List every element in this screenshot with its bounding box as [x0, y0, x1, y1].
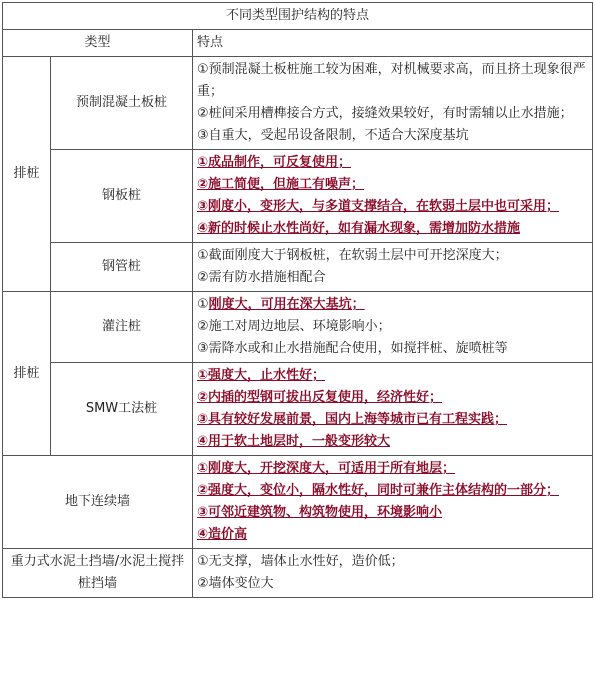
- feature-line: ④造价高: [197, 527, 248, 542]
- feature-line: ④新的时候止水性尚好，如有漏水现象，需增加防水措施: [197, 221, 521, 236]
- feature-line: ②施工简便，但施工有噪声；: [197, 177, 365, 192]
- feature-line: ④用于软土地层时，一般变形较大: [197, 434, 391, 449]
- type-name: 灌注桩: [51, 292, 193, 363]
- group-label-2: 排桩: [3, 292, 51, 456]
- feature-line: ③需降水或和止水措施配合使用，如搅拌桩、旋喷桩等: [197, 341, 508, 356]
- type-name: 预制混凝土板桩: [51, 57, 193, 150]
- type-name: 钢管桩: [51, 243, 193, 292]
- type-name: SMW工法桩: [51, 363, 193, 456]
- features-cell: [193, 150, 593, 243]
- header-features: 特点: [193, 30, 593, 57]
- table-row: [3, 456, 593, 549]
- features-cell: [193, 549, 593, 598]
- feature-line: ③可邻近建筑物、构筑物使用，环境影响小: [197, 505, 443, 520]
- type-name: 地下连续墙: [3, 456, 193, 549]
- feature-line: ③具有较好发展前景，国内上海等城市已有工程实践；: [197, 412, 508, 427]
- feature-line: [197, 294, 588, 316]
- features-cell: [193, 292, 593, 363]
- feature-line-prefix: ①: [197, 297, 209, 312]
- feature-line: ②内插的型钢可拔出反复使用，经济性好；: [197, 390, 443, 405]
- table-row: [3, 150, 593, 243]
- feature-line: ①预制混凝土板桩施工较为困难，对机械要求高，而且挤土现象很严重；: [197, 62, 586, 99]
- feature-line: ②墙体变位大: [197, 576, 274, 591]
- feature-highlight: 刚度大，可用在深大基坑；: [208, 297, 365, 312]
- type-name: 重力式水泥土挡墙/水泥土搅拌桩挡墙: [3, 549, 193, 598]
- table-row: [3, 243, 593, 292]
- features-cell: [193, 363, 593, 456]
- table-row: [3, 549, 593, 598]
- feature-line: ②强度大，变位小，隔水性好，同时可兼作主体结构的一部分；: [197, 483, 560, 498]
- feature-line: ①强度大，止水性好；: [197, 368, 326, 383]
- table-row: [3, 363, 593, 456]
- feature-line: ②桩间采用槽榫接合方式，接缝效果较好，有时需辅以止水措施；: [197, 106, 573, 121]
- retaining-structure-table: [2, 2, 593, 598]
- header-row: [3, 30, 593, 57]
- feature-line: ③自重大，受起吊设备限制，不适合大深度基坑: [197, 128, 469, 143]
- title-row: [3, 3, 593, 30]
- table-title: 不同类型围护结构的特点: [3, 3, 593, 30]
- feature-line: ①无支撑，墙体止水性好，造价低；: [197, 554, 404, 569]
- group-label-1: 排桩: [3, 57, 51, 292]
- feature-line: ③刚度小，变形大，与多道支撑结合，在软弱土层中也可采用；: [197, 199, 560, 214]
- features-cell: [193, 57, 593, 150]
- table-row: [3, 292, 593, 363]
- feature-line: ②施工对周边地层、环境影响小；: [197, 319, 391, 334]
- feature-line: ②需有防水措施相配合: [197, 270, 326, 285]
- feature-line: ①成品制作，可反复使用；: [197, 155, 352, 170]
- header-type: 类型: [3, 30, 193, 57]
- table-row: [3, 57, 593, 150]
- features-cell: [193, 243, 593, 292]
- features-cell: [193, 456, 593, 549]
- feature-line: ①刚度大，开挖深度大，可适用于所有地层；: [197, 461, 456, 476]
- feature-line: ①截面刚度大于钢板桩，在软弱土层中可开挖深度大；: [197, 248, 508, 263]
- type-name: 钢板桩: [51, 150, 193, 243]
